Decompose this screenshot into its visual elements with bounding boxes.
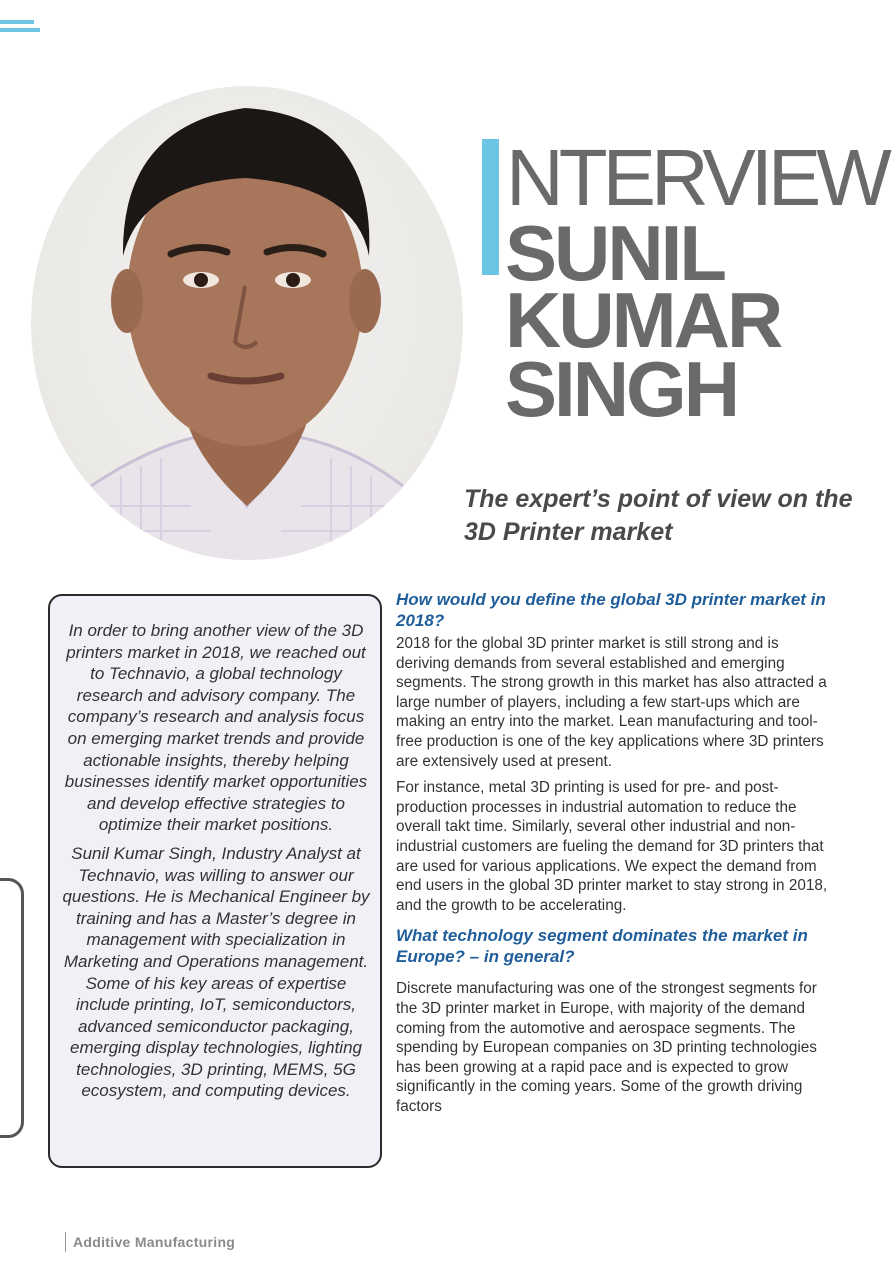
footer-publication: Additive Manufacturing (73, 1234, 236, 1250)
intro-box (48, 594, 382, 1168)
corner-accent-bar (0, 28, 40, 32)
name-line-first: SUNIL (505, 209, 724, 297)
side-tab-outline (0, 878, 24, 1138)
corner-accent-bar (0, 20, 34, 24)
question-heading: How would you define the global 3D printer market in 2018? (396, 590, 826, 630)
intro-paragraph: In order to bring another view of the 3D printers market in 2018, we reached out to Technavio, a global technology research and advisory company. The company’s research and analysis focus on emerging market trends and provide actionable insights, thereby helping businesses identify market opportunities and develop effective strategies to optimize their market positions. (64, 621, 368, 835)
subtitle: The expert’s point of view on the 3D Printer market (464, 485, 853, 546)
question-heading: What technology segment dominates the market in Europe? – in general? (396, 926, 808, 967)
interview-heading: NTERVIEW (506, 133, 887, 222)
answer-paragraph: 2018 for the global 3D printer market is still strong and is deriving demands from several established and emerging segments. The strong growth in this market has also attracted a large number of players, including a few start-ups which are making an entry into the market. Lean manufacturing and tool-free production is one of the key applications where 3D printers are extensively used at present. (396, 635, 827, 770)
footer-divider (65, 1232, 66, 1252)
intro-paragraph: Sunil Kumar Singh, Industry Analyst at Technavio, was willing to answer our questions. He is Mechanical Engineer by training and has a Master’s degree in management with specialization in Marketing and Operations management. Some of his key areas of expertise include printing, IoT, semiconductors, advanced semiconductor packaging, emerging display technologies, lighting technologies, 3D printing, MEMS, 5G ecosystem, and computing devices. (62, 843, 370, 1101)
title-accent-bar (482, 139, 499, 275)
answer-paragraph: Discrete manufacturing was one of the strongest segments for the 3D printer market in Europe, with majority of the demand coming from the automotive and aerospace segments. The spending by European companies on 3D printing technologies has been growing at a rapid pace and is expected to grow significantly in the coming years. Some of the growth driving factors (396, 980, 817, 1115)
name-line-middle: KUMAR (505, 276, 781, 364)
portrait-photo (31, 86, 463, 560)
article-body (396, 589, 836, 1123)
name-line-last: SINGH (505, 345, 738, 433)
answer-paragraph: For instance, metal 3D printing is used for pre- and post-production processes in industrial automation to reduce the overall takt time. Similarly, several other industrial and non-industrial customers are fueling the demand for 3D printers that are used for various applications. We expect the demand from end users in the global 3D printer market to stay strong in 2018, and the growth to be accelerating. (396, 779, 828, 914)
